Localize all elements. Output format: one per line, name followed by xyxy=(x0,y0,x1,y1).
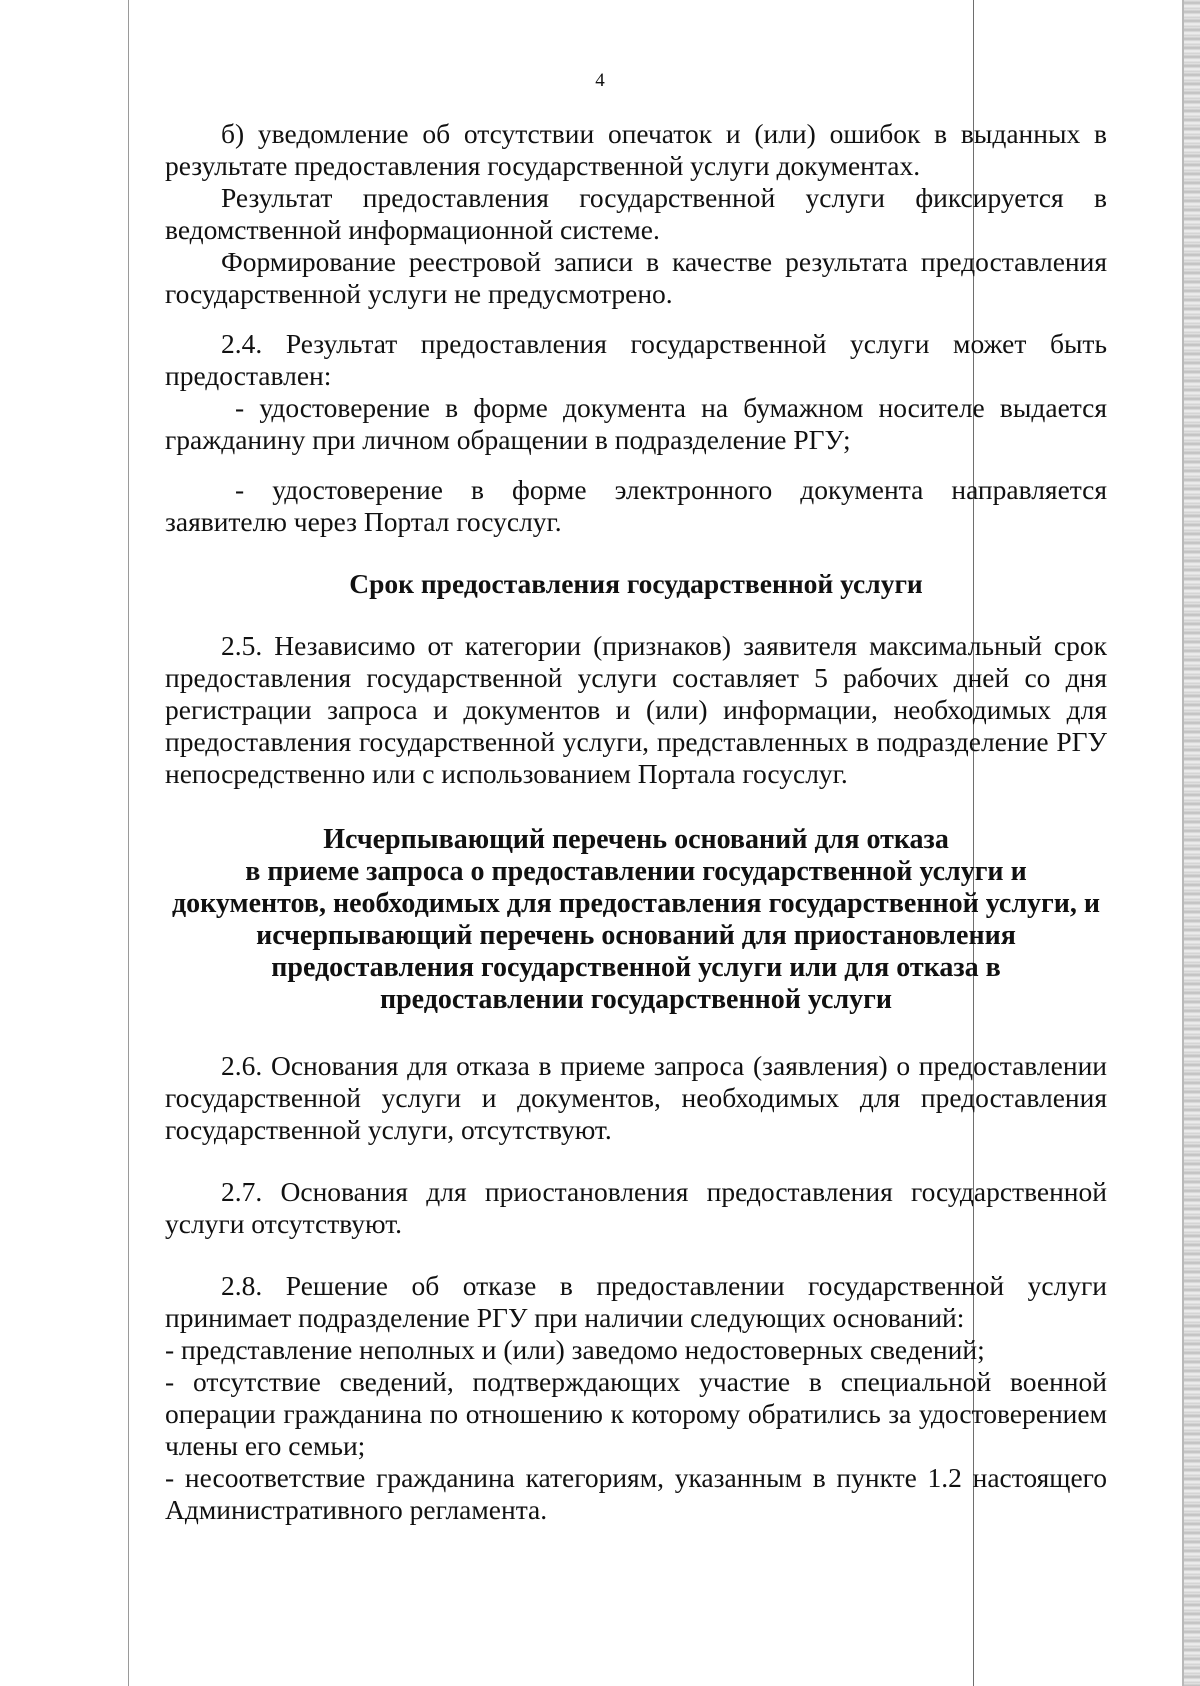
paragraph-paper-certificate: - удостоверение в форме документа на бумажном носителе выдается гражданину при личном обращении в подразделение РГУ; xyxy=(165,392,1107,455)
list-item-no-svo-info: - отсутствие сведений, подтверждающих участие в специальной военной операции гражданина по отношению к которому обратились за удостоверением члены его семьи; xyxy=(165,1366,1107,1461)
paragraph-2-4: 2.4. Результат предоставления государственной услуги может быть предоставлен: xyxy=(165,328,1107,391)
paragraph-2-7: 2.7. Основания для приостановления предоставления государственной услуги отсутствуют. xyxy=(165,1176,1107,1239)
heading-line-1: Исчерпывающий перечень оснований для отказа xyxy=(323,824,949,855)
paragraph-2-8: 2.8. Решение об отказе в предоставлении государственной услуги принимает подразделение РГУ при наличии следующих оснований: xyxy=(165,1270,1107,1333)
scan-right-edge xyxy=(1184,0,1200,1686)
paragraph-notice: б) уведомление об отсутствии опечаток и (или) ошибок в выданных в результате предоставления государственной услуги документах. xyxy=(165,118,1107,181)
list-item-category-mismatch: - несоответствие гражданина категориям, указанным в пункте 1.2 настоящего Административного регламента. xyxy=(165,1462,1107,1525)
heading-line-3: документов, необходимых для предоставления государственной услуги, и xyxy=(171,888,1101,919)
page-left-edge xyxy=(128,0,129,1686)
section-heading-term: Срок предоставления государственной услуги xyxy=(349,568,923,599)
paragraph-2-5: 2.5. Независимо от категории (признаков) заявителя максимальный срок предоставления государственной услуги составляет 5 рабочих дней со дня регистрации запроса и документов и (или) информации, необходимых для предоставления государственной услуги, представленных в подразделение РГУ непосредственно или с использованием Портала госуслуг. xyxy=(165,630,1107,789)
heading-line-2: в приеме запроса о предоставлении государственной услуги и xyxy=(245,856,1027,887)
list-item-incomplete-info: - представление неполных и (или) заведомо недостоверных сведений; xyxy=(165,1334,985,1365)
heading-line-6: предоставлении государственной услуги xyxy=(379,984,893,1015)
paragraph-registry-record: Формирование реестровой записи в качестве результата предоставления государственной услуги не предусмотрено. xyxy=(165,246,1107,309)
paragraph-2-6: 2.6. Основания для отказа в приеме запроса (заявления) о предоставлении государственной услуги и документов, необходимых для предоставления государственной услуги, отсутствуют. xyxy=(165,1050,1107,1145)
document-body xyxy=(165,118,1107,1526)
heading-line-4: исчерпывающий перечень оснований для приостановления xyxy=(256,920,1016,951)
page-number: 4 xyxy=(595,70,605,91)
paragraph-electronic-certificate: - удостоверение в форме электронного документа направляется заявителю через Портал госуслуг. xyxy=(165,474,1107,537)
heading-line-5: предоставления государственной услуги или для отказа в xyxy=(271,952,1001,983)
paragraph-result-fixed: Результат предоставления государственной услуги фиксируется в ведомственной информационной системе. xyxy=(165,182,1107,245)
section-heading-grounds xyxy=(165,824,1107,1016)
